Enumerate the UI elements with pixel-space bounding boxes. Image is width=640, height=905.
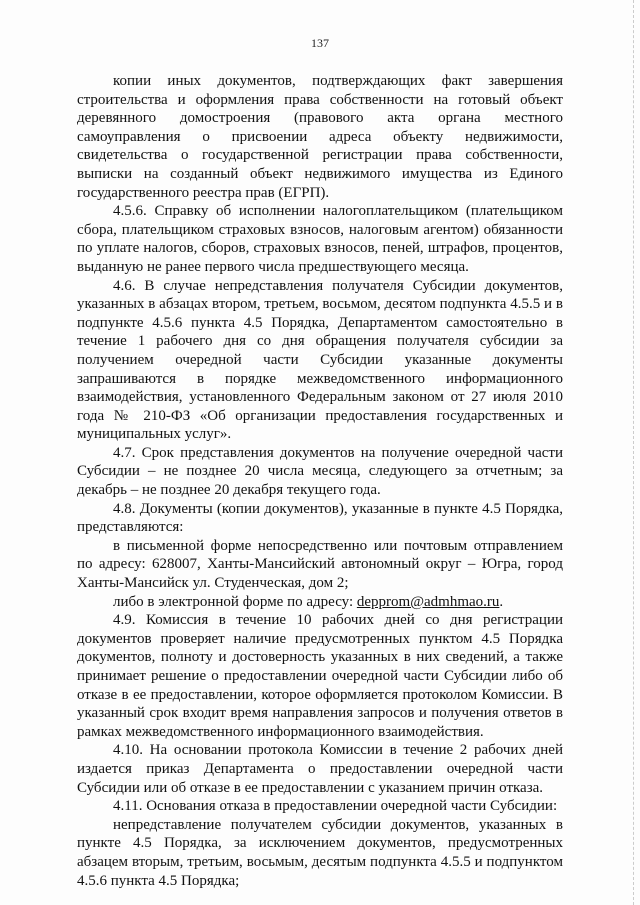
paragraph-email: [77, 593, 563, 612]
page-number: 137: [311, 36, 329, 50]
paragraph-4-8: 4.8. Документы (копии документов), указанные в пункте 4.5 Порядка, представляются:: [77, 500, 563, 536]
paragraph-4-6: 4.6. В случае непредставления получателя Субсидии документов, указанных в абзацах втором, третьем, восьмом, десятом подпункта 4.5.5 и в подпункте 4.5.6 пункта 4.5 Порядка, Департаментом самостоятельно в течение 1 рабочего дня со дня обращения получателя субсидии за получением очередной части Субсидии указанные документы запрашиваются в порядке межведомственного информационного взаимодействия, установленного Федеральным законом от 27 июля 2010 года № 210-ФЗ «Об организации предоставления государственных и муниципальных услуг».: [77, 277, 563, 443]
paragraph-4-9: 4.9. Комиссия в течение 10 рабочих дней со дня регистрации документов проверяет наличие предусмотренных пунктом 4.5 Порядка документов, полноту и достоверность указанных в них сведений, а также принимает решение о предоставлении очередной части Субсидии либо об отказе в ее предоставлении, которое оформляется протоколом Комиссии. В указанный срок входит время направления запросов и получения ответов в рамках межведомственного информационного взаимодействия.: [77, 612, 563, 740]
paragraph-egrp-copies: копии иных документов, подтверждающих факт завершения строительства и оформления права собственности на готовый объект деревянного домостроения (правового акта органа местного самоуправления о присвоении адреса объекту недвижимости, свидетельства о государственной регистрации права собственности, выписки на созданный объект недвижимого имущества из Единого государственного реестра прав (ЕГРП).: [77, 73, 563, 201]
paragraph-4-7: 4.7. Срок представления документов на получение очередной части Субсидии – не позднее 20 числа месяца, следующего за отчетным; за декабрь – не позднее 20 декабря текущего года.: [77, 444, 563, 499]
paragraph-postal-address: в письменной форме непосредственно или почтовым отправлением по адресу: 628007, Ханты-Мансийский автономный округ – Югра, город Ханты-Мансийск ул. Студенческая, дом 2;: [77, 537, 563, 592]
paragraph-4-10: 4.10. На основании протокола Комиссии в течение 2 рабочих дней издается приказ Департамента о предоставлении очередной части Субсидии или об отказе в ее предоставлении с указанием причин отказа.: [77, 742, 563, 796]
paragraph-4-11: 4.11. Основания отказа в предоставлении очередной части Субсидии:: [113, 798, 558, 815]
email-suffix: .: [499, 593, 504, 610]
paragraph-4-5-6: 4.5.6. Справку об исполнении налогоплательщиком (плательщиком сбора, плательщиком страховых взносов, налоговым агентом) обязанности по уплате налогов, сборов, страховых взносов, пеней, штрафов, процентов, выданную не ранее первого числа предшествующего месяца.: [77, 203, 563, 275]
document-body: [77, 72, 563, 890]
email-prefix: либо в электронной форме по адресу:: [113, 593, 357, 610]
email-link[interactable]: depprom@admhmao.ru: [356, 593, 500, 610]
scan-edge-line: [632, 0, 634, 905]
paragraph-refusal-ground: непредставление получателем субсидии документов, указанных в пункте 4.5 Порядка, за исключением документов, предусмотренных абзацем вторым, третьим, восьмым, десятым подпункта 4.5.5 и подпунктом 4.5.6 пункта 4.5 Порядка;: [77, 816, 563, 889]
